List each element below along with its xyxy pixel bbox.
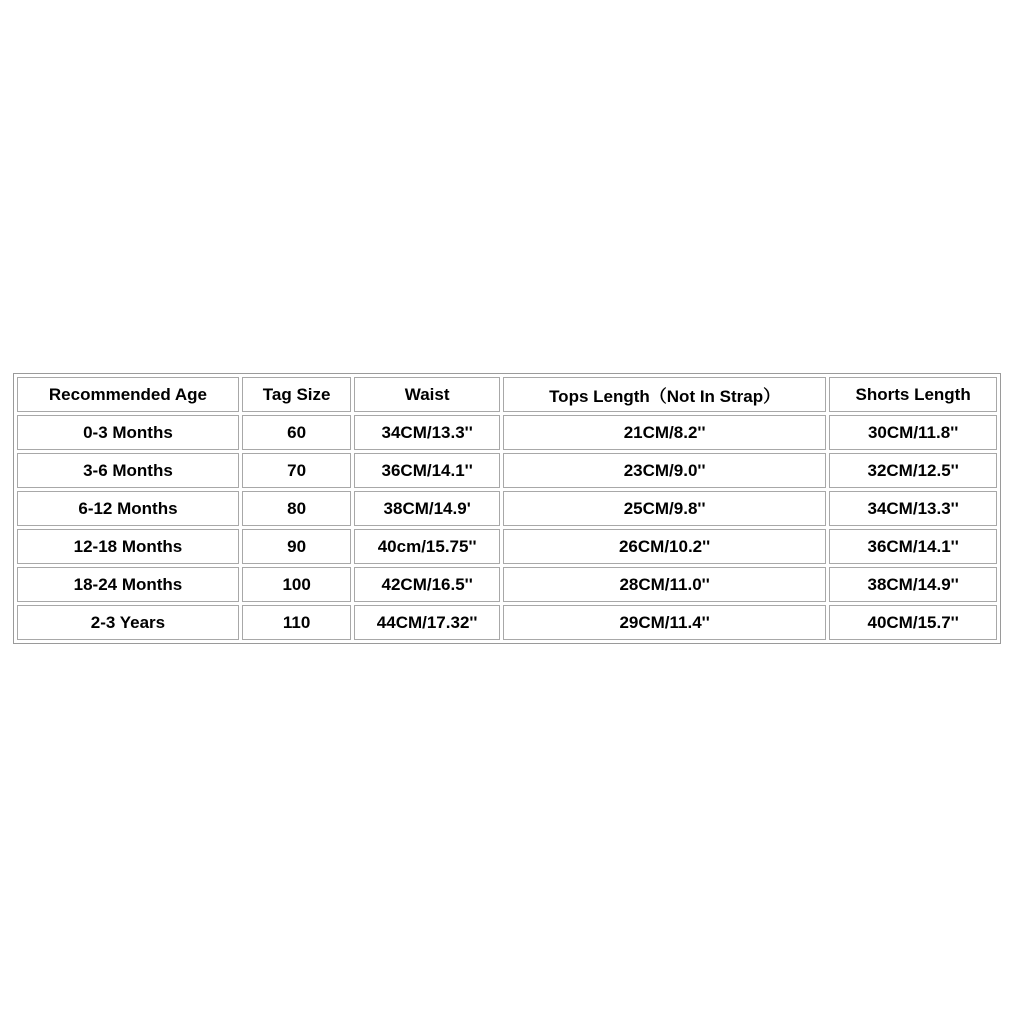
table-row [17,453,997,488]
cell-shorts-length: 32CM/12.5'' [829,453,997,488]
cell-tops-length: 25CM/9.8'' [503,491,826,526]
header-tag-size: Tag Size [242,377,351,412]
cell-shorts-length: 34CM/13.3'' [829,491,997,526]
table-row [17,605,997,640]
header-tops-length: Tops Length（Not In Strap） [503,377,826,412]
cell-tag-size: 70 [242,453,351,488]
cell-tag-size: 110 [242,605,351,640]
cell-tops-length: 29CM/11.4'' [503,605,826,640]
cell-tag-size: 80 [242,491,351,526]
cell-shorts-length: 38CM/14.9'' [829,567,997,602]
cell-age: 2-3 Years [17,605,239,640]
cell-tops-length: 23CM/9.0'' [503,453,826,488]
cell-waist: 44CM/17.32'' [354,605,500,640]
cell-tag-size: 60 [242,415,351,450]
cell-shorts-length: 36CM/14.1'' [829,529,997,564]
cell-waist: 40cm/15.75'' [354,529,500,564]
cell-age: 6-12 Months [17,491,239,526]
table-row [17,491,997,526]
cell-waist: 38CM/14.9' [354,491,500,526]
cell-shorts-length: 30CM/11.8'' [829,415,997,450]
cell-waist: 36CM/14.1'' [354,453,500,488]
header-recommended-age: Recommended Age [17,377,239,412]
header-waist: Waist [354,377,500,412]
cell-tops-length: 26CM/10.2'' [503,529,826,564]
size-chart-table [13,373,1001,644]
cell-shorts-length: 40CM/15.7'' [829,605,997,640]
cell-age: 3-6 Months [17,453,239,488]
cell-waist: 42CM/16.5'' [354,567,500,602]
table-row [17,415,997,450]
table-row [17,529,997,564]
cell-tops-length: 28CM/11.0'' [503,567,826,602]
cell-tops-length: 21CM/8.2'' [503,415,826,450]
cell-age: 18-24 Months [17,567,239,602]
cell-tag-size: 90 [242,529,351,564]
cell-age: 0-3 Months [17,415,239,450]
cell-waist: 34CM/13.3'' [354,415,500,450]
table-row [17,567,997,602]
cell-tag-size: 100 [242,567,351,602]
table-header-row [17,377,997,412]
cell-age: 12-18 Months [17,529,239,564]
header-shorts-length: Shorts Length [829,377,997,412]
